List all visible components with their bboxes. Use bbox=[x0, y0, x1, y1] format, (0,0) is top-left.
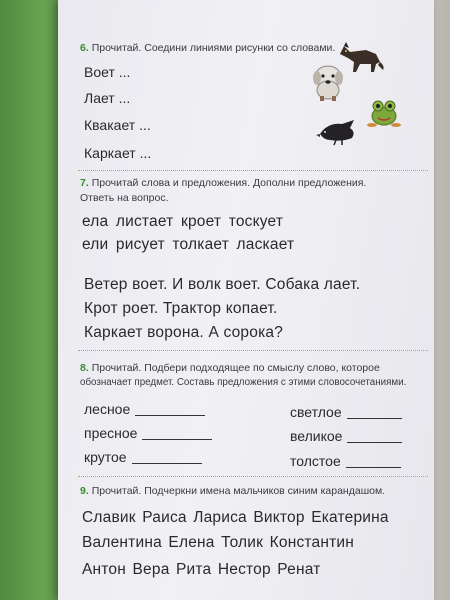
task-8-text-line1: Прочитай. Подбери подходящее по смыслу слово, которое bbox=[91, 362, 380, 374]
answer-blank bbox=[347, 418, 402, 419]
right-word-label: светлое bbox=[290, 404, 342, 420]
task-9-text: Прочитай. Подчеркни имена мальчиков синим карандашом. bbox=[91, 485, 386, 497]
names-line3: Антон Вера Рита Нестор Ренат bbox=[82, 561, 321, 578]
left-word-lesnoe bbox=[84, 401, 205, 417]
right-word-label: великое bbox=[290, 428, 343, 444]
task-6-title bbox=[80, 42, 335, 54]
right-word-velikoe bbox=[290, 428, 402, 444]
dog-icon bbox=[308, 62, 348, 102]
verb-kvakaet: Квакает ... bbox=[84, 117, 151, 133]
task-9-number: 9. bbox=[80, 485, 89, 497]
answer-blank bbox=[346, 467, 401, 468]
task-8-text-line2: обозначает предмет. Составь предложения с этими словосочетаниями. bbox=[80, 377, 407, 388]
task-7-title bbox=[80, 177, 366, 189]
word-list-line1: ела листает кроет тоскует bbox=[82, 213, 284, 230]
sentence-1: Ветер воет. И волк воет. Собака лает. bbox=[84, 276, 361, 293]
separator-line bbox=[78, 350, 428, 351]
task-8-number: 8. bbox=[80, 362, 89, 374]
right-word-label: толстое bbox=[290, 453, 341, 469]
task-7-number: 7. bbox=[80, 177, 89, 189]
crow-icon bbox=[316, 116, 362, 146]
answer-blank bbox=[132, 463, 202, 464]
names-line1: Славик Раиса Лариса Виктор Екатерина bbox=[82, 509, 389, 526]
separator-line bbox=[78, 476, 428, 477]
sentence-3: Каркает ворона. А сорока? bbox=[84, 324, 284, 341]
verb-karkaet: Каркает ... bbox=[84, 145, 152, 161]
answer-blank bbox=[142, 439, 212, 440]
word-list-line2: ели рисует толкает ласкает bbox=[82, 236, 295, 253]
task-6-number: 6. bbox=[80, 42, 89, 54]
answer-blank bbox=[135, 415, 205, 416]
task-9-title bbox=[80, 485, 385, 497]
left-word-label: лесное bbox=[84, 401, 131, 417]
left-word-presnoe bbox=[84, 425, 212, 441]
frog-icon bbox=[366, 96, 402, 130]
right-word-tolstoe bbox=[290, 453, 401, 469]
verb-voet: Воет ... bbox=[84, 64, 131, 80]
task-7-text-line2: Ответь на вопрос. bbox=[80, 192, 169, 204]
task-7-text-line1: Прочитай слова и предложения. Дополни предложения. bbox=[91, 177, 367, 189]
separator-line bbox=[78, 170, 428, 171]
verb-laet: Лает ... bbox=[84, 90, 131, 106]
names-line2: Валентина Елена Толик Константин bbox=[82, 534, 355, 551]
workbook-page bbox=[58, 0, 434, 600]
left-word-krutoe bbox=[84, 449, 202, 465]
task-6-text: Прочитай. Соедини линиями рисунки со словами. bbox=[91, 42, 336, 54]
right-word-svetloe bbox=[290, 404, 402, 420]
answer-blank bbox=[347, 442, 402, 443]
sentence-2: Крот роет. Трактор копает. bbox=[84, 300, 278, 317]
task-8-title bbox=[80, 362, 380, 374]
left-word-label: пресное bbox=[84, 425, 138, 441]
left-word-label: крутое bbox=[84, 449, 127, 465]
